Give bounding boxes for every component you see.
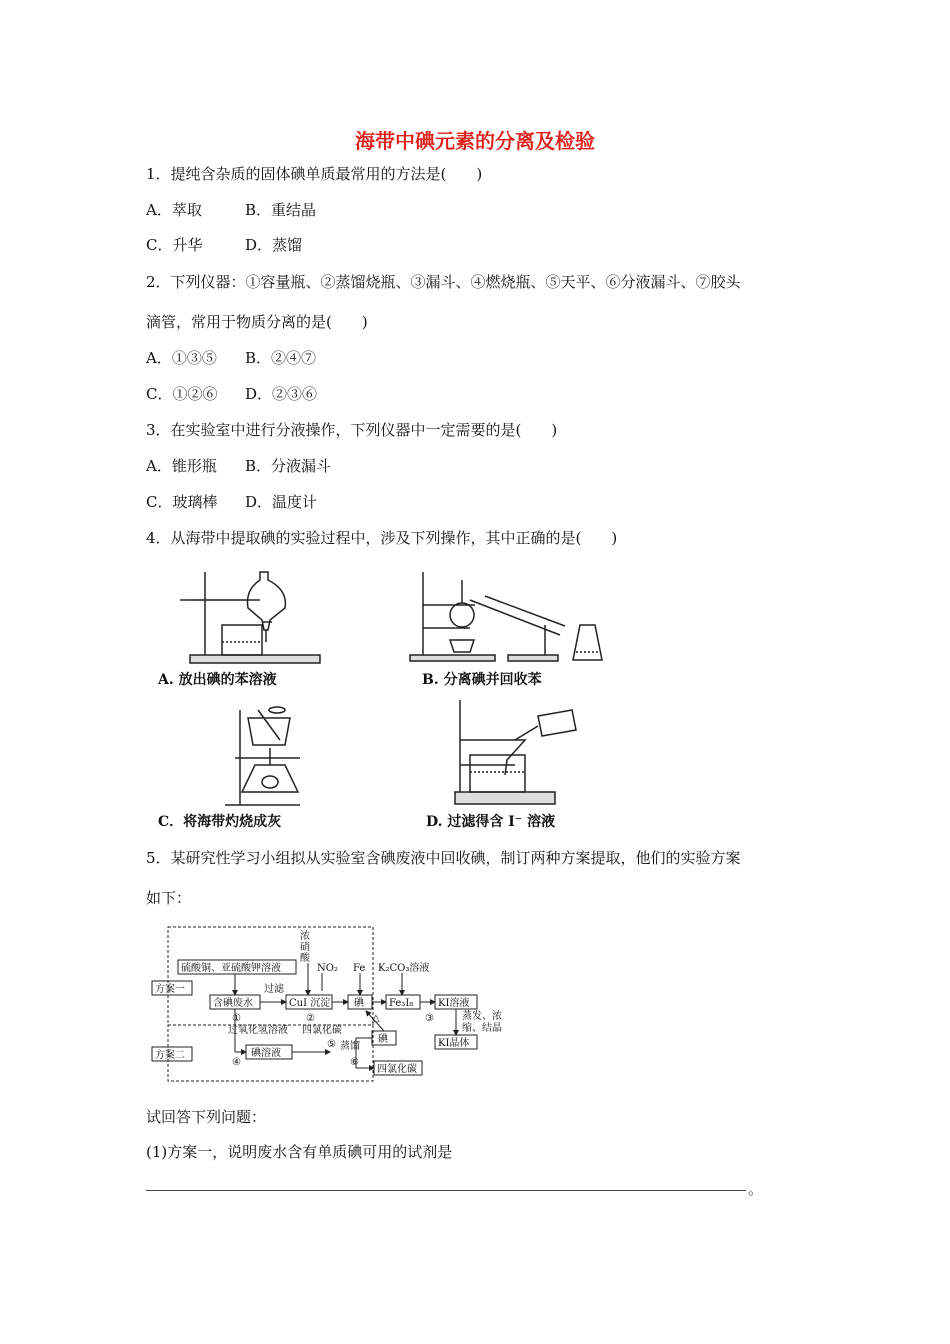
q2-option-a: A．①③⑤ [146, 349, 217, 367]
caption-d: D. 过滤得含 I⁻ 溶液 [426, 814, 556, 830]
page-title: 海带中碘元素的分离及检验 [355, 129, 595, 153]
step-2: ② [306, 1013, 315, 1024]
k2co3-label: K₂CO₃溶液 [378, 963, 430, 974]
q3-option-d: D．温度计 [245, 493, 318, 511]
apparatus-b-distillation [410, 572, 602, 661]
q2-stem-line1: 2．下列仪器：①容量瓶、②蒸馏烧瓶、③漏斗、④燃烧瓶、⑤天平、⑥分液漏斗、⑦胶头 [146, 273, 741, 291]
delta: △ [372, 1013, 380, 1024]
filter-label: 过滤 [264, 984, 284, 995]
conc-acid-1: 浓 [300, 931, 310, 942]
box-cui-label: CuI 沉淀 [289, 998, 331, 1009]
step-6: ⑥ [350, 1057, 359, 1068]
q5-stem-line2: 如下： [146, 889, 192, 907]
scheme2-label: 方案二 [155, 1050, 185, 1061]
scheme1-label: 方案一 [155, 984, 185, 995]
q1-option-a: A．萃取 [146, 201, 202, 219]
q5-flowchart [140, 925, 510, 1085]
step-1: ① [232, 1013, 241, 1024]
box-iodine-label: 碘 [354, 998, 364, 1009]
q1-option-c: C．升华 [146, 236, 203, 254]
q2-option-b: B．②④⑦ [245, 349, 317, 367]
answer-blank[interactable] [146, 1190, 746, 1191]
box-waste-water-label: 含碘废水 [213, 998, 253, 1009]
caption-a: A. 放出碘的苯溶液 [158, 672, 277, 688]
scheme1-region [168, 927, 373, 1025]
h2o2-label: 过氧化氢溶液 [228, 1025, 288, 1036]
blank-end-mark: 。 [748, 1180, 764, 1198]
apparatus-c-crucible [225, 707, 300, 805]
step-4: ④ [232, 1057, 241, 1068]
q3-option-a: A．锥形瓶 [146, 457, 217, 475]
step-5: ⑤ [327, 1039, 336, 1050]
q1-option-b: B．重结晶 [245, 201, 317, 219]
q2-stem-line2: 滴管，常用于物质分离的是( ) [146, 313, 368, 331]
step-3: ③ [425, 1013, 434, 1024]
q3-stem: 3．在实验室中进行分液操作，下列仪器中一定需要的是( ) [146, 421, 558, 439]
q5-sub1: (1)方案一，说明废水含有单质碘可用的试剂是 [146, 1143, 453, 1161]
q1-stem: 1．提纯含杂质的固体碘单质最常用的方法是( ) [146, 165, 483, 183]
evap-line2: 缩、结晶 [462, 1023, 502, 1034]
box-iodine-2-label: 碘 [378, 1034, 388, 1045]
q1-option-d: D．蒸馏 [245, 236, 303, 254]
conc-acid-2: 硝 [300, 942, 310, 953]
evap-line1: 蒸发、浓 [462, 1011, 502, 1022]
caption-b: B. 分离碘并回收苯 [422, 672, 542, 688]
box-ki-solution-label: KI溶液 [438, 998, 470, 1009]
q5-stem-line1: 5．某研究性学习小组拟从实验室含碘废液中回收碘，制订两种方案提取，他们的实验方案 [146, 849, 741, 867]
ccl4-reagent-label: 四氯化碳 [302, 1025, 342, 1036]
q2-option-d: D．②③⑥ [245, 385, 318, 403]
no2-label: NO₂ [317, 963, 338, 974]
distill-label: 蒸馏 [340, 1041, 360, 1052]
q5-follow-up: 试回答下列问题： [146, 1108, 267, 1126]
q3-option-b: B．分液漏斗 [245, 457, 332, 475]
q2-option-c: C．①②⑥ [146, 385, 218, 403]
apparatus-d-filtration [455, 700, 576, 804]
box-ccl4-label: 四氯化碳 [377, 1064, 417, 1075]
caption-c: C．将海带灼烧成灰 [158, 814, 282, 830]
conc-acid-3: 酸 [300, 953, 310, 964]
fe-label: Fe [353, 963, 366, 974]
box-iodine-solution-label: 碘溶液 [251, 1048, 281, 1059]
q4-apparatus-figure [140, 560, 640, 835]
box-ki-crystal-label: KI晶体 [438, 1038, 470, 1049]
reagent-label: 硫酸铜、亚硫酸钾溶液 [181, 963, 281, 974]
q3-option-c: C．玻璃棒 [146, 493, 218, 511]
apparatus-a-separatory-funnel [180, 572, 320, 663]
box-fe3i8-label: Fe₃I₈ [389, 998, 414, 1009]
q4-stem: 4．从海带中提取碘的实验过程中，涉及下列操作，其中正确的是( ) [146, 529, 618, 547]
